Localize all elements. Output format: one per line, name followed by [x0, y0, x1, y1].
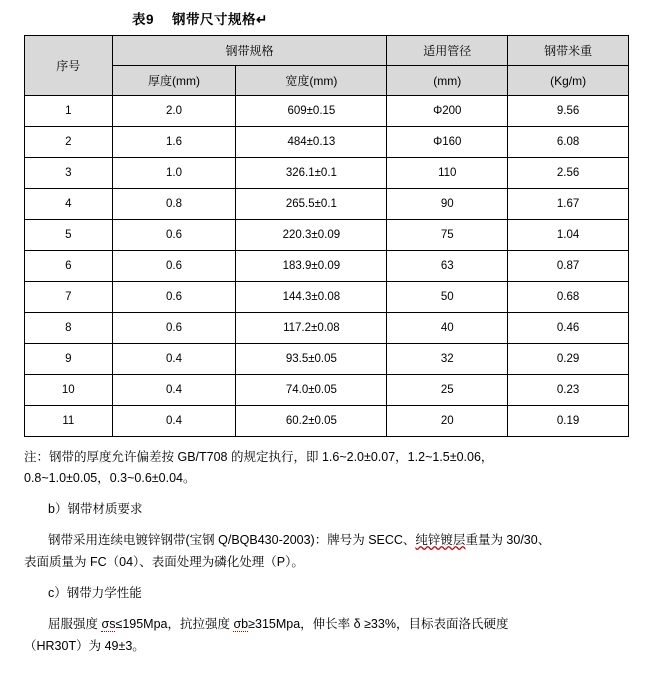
cell-seq: 2: [25, 127, 113, 158]
cell-weight: 6.08: [508, 127, 629, 158]
cell-thickness: 0.6: [112, 313, 236, 344]
cell-weight: 2.56: [508, 158, 629, 189]
cell-thickness: 0.6: [112, 282, 236, 313]
cell-width: 326.1±0.1: [236, 158, 387, 189]
cell-pipe-dia: Φ160: [387, 127, 508, 158]
header-thickness: 厚度(mm): [112, 66, 236, 96]
table-header: [25, 36, 629, 96]
cell-width: 117.2±0.08: [236, 313, 387, 344]
cell-seq: 1: [25, 96, 113, 127]
section-b-heading: b）钢带材质要求: [48, 502, 143, 516]
cell-seq: 5: [25, 220, 113, 251]
cell-width: 220.3±0.09: [236, 220, 387, 251]
cell-pipe-dia: 75: [387, 220, 508, 251]
pilcrow-mark: ↵: [256, 12, 268, 27]
header-spec-group: 钢带规格: [112, 36, 387, 66]
cell-weight: 0.23: [508, 375, 629, 406]
table-caption-label: 表9: [132, 12, 155, 27]
table-row: [25, 96, 629, 127]
cell-pipe-dia: 50: [387, 282, 508, 313]
section-b-body: [24, 529, 629, 573]
cell-weight: 0.87: [508, 251, 629, 282]
header-weight: 钢带米重: [508, 36, 629, 66]
cell-seq: 3: [25, 158, 113, 189]
steel-strip-spec-table: [24, 35, 629, 437]
cell-seq: 8: [25, 313, 113, 344]
table-row: [25, 313, 629, 344]
cell-pipe-dia: Φ200: [387, 96, 508, 127]
cell-seq: 6: [25, 251, 113, 282]
yield-strength-symbol: σs: [101, 617, 116, 631]
cell-width: 265.5±0.1: [236, 189, 387, 220]
section-c-body-line2: （HR30T）为 49±3。: [24, 639, 145, 653]
table-row: [25, 189, 629, 220]
section-c-body: [24, 613, 629, 657]
cell-thickness: 0.4: [112, 375, 236, 406]
cell-pipe-dia: 90: [387, 189, 508, 220]
header-width: 宽度(mm): [236, 66, 387, 96]
cell-thickness: 0.4: [112, 406, 236, 437]
cell-seq: 7: [25, 282, 113, 313]
tensile-strength-symbol: σb: [233, 617, 249, 631]
cell-seq: 4: [25, 189, 113, 220]
table-row: [25, 251, 629, 282]
cell-width: 74.0±0.05: [236, 375, 387, 406]
cell-seq: 9: [25, 344, 113, 375]
header-pipe-dia: 适用管径: [387, 36, 508, 66]
table-caption: [24, 0, 629, 35]
section-b-body-pre: 钢带采用连续电镀锌钢带(宝钢 Q/BQB430-2003)：牌号为 SECC、: [48, 533, 416, 547]
cell-weight: 1.67: [508, 189, 629, 220]
section-c-body-mid1: ≤195Mpa，抗拉强度: [115, 617, 234, 631]
cell-weight: 9.56: [508, 96, 629, 127]
section-c-body-pre: 屈服强度: [48, 617, 102, 631]
cell-thickness: 0.4: [112, 344, 236, 375]
table-note: [24, 447, 629, 489]
table-header-row-1: [25, 36, 629, 66]
table-row: [25, 282, 629, 313]
cell-seq: 11: [25, 406, 113, 437]
cell-thickness: 2.0: [112, 96, 236, 127]
section-b-body-line2: 表面质量为 FC（04）、表面处理为磷化处理（P）。: [24, 555, 304, 569]
cell-weight: 1.04: [508, 220, 629, 251]
cell-weight: 0.19: [508, 406, 629, 437]
table-row: [25, 127, 629, 158]
table-body: [25, 96, 629, 437]
table-row: [25, 158, 629, 189]
section-b-body-post: 重量为 30/30、: [465, 533, 551, 547]
cell-pipe-dia: 110: [387, 158, 508, 189]
cell-weight: 0.29: [508, 344, 629, 375]
cell-width: 609±0.15: [236, 96, 387, 127]
table-note-line-2: 0.8~1.0±0.05，0.3~0.6±0.04。: [24, 471, 196, 485]
cell-weight: 0.68: [508, 282, 629, 313]
cell-width: 183.9±0.09: [236, 251, 387, 282]
cell-width: 484±0.13: [236, 127, 387, 158]
cell-pipe-dia: 63: [387, 251, 508, 282]
table-row: [25, 344, 629, 375]
cell-thickness: 0.6: [112, 220, 236, 251]
cell-thickness: 0.8: [112, 189, 236, 220]
cell-width: 60.2±0.05: [236, 406, 387, 437]
cell-thickness: 0.6: [112, 251, 236, 282]
header-seq: 序号: [25, 36, 113, 96]
table-note-line-1: 注：钢带的厚度允许偏差按 GB/T708 的规定执行，即 1.6~2.0±0.07，1.2~1.5±0.06，: [24, 450, 494, 464]
cell-thickness: 1.6: [112, 127, 236, 158]
section-c-heading: c）钢带力学性能: [48, 586, 142, 600]
table-caption-title: 钢带尺寸规格: [172, 12, 257, 27]
cell-width: 93.5±0.05: [236, 344, 387, 375]
table-row: [25, 406, 629, 437]
header-weight-unit: (Kg/m): [508, 66, 629, 96]
table-header-row-2: [25, 66, 629, 96]
cell-weight: 0.46: [508, 313, 629, 344]
cell-width: 144.3±0.08: [236, 282, 387, 313]
cell-pipe-dia: 32: [387, 344, 508, 375]
table-row: [25, 220, 629, 251]
table-row: [25, 375, 629, 406]
cell-pipe-dia: 20: [387, 406, 508, 437]
section-b-body-emphasis: 纯锌镀层: [415, 533, 466, 547]
cell-seq: 10: [25, 375, 113, 406]
header-pipe-dia-unit: (mm): [387, 66, 508, 96]
section-c-body-mid2: ≥315Mpa，伸长率 δ ≥33%，目标表面洛氏硬度: [248, 617, 509, 631]
cell-pipe-dia: 25: [387, 375, 508, 406]
cell-pipe-dia: 40: [387, 313, 508, 344]
cell-thickness: 1.0: [112, 158, 236, 189]
